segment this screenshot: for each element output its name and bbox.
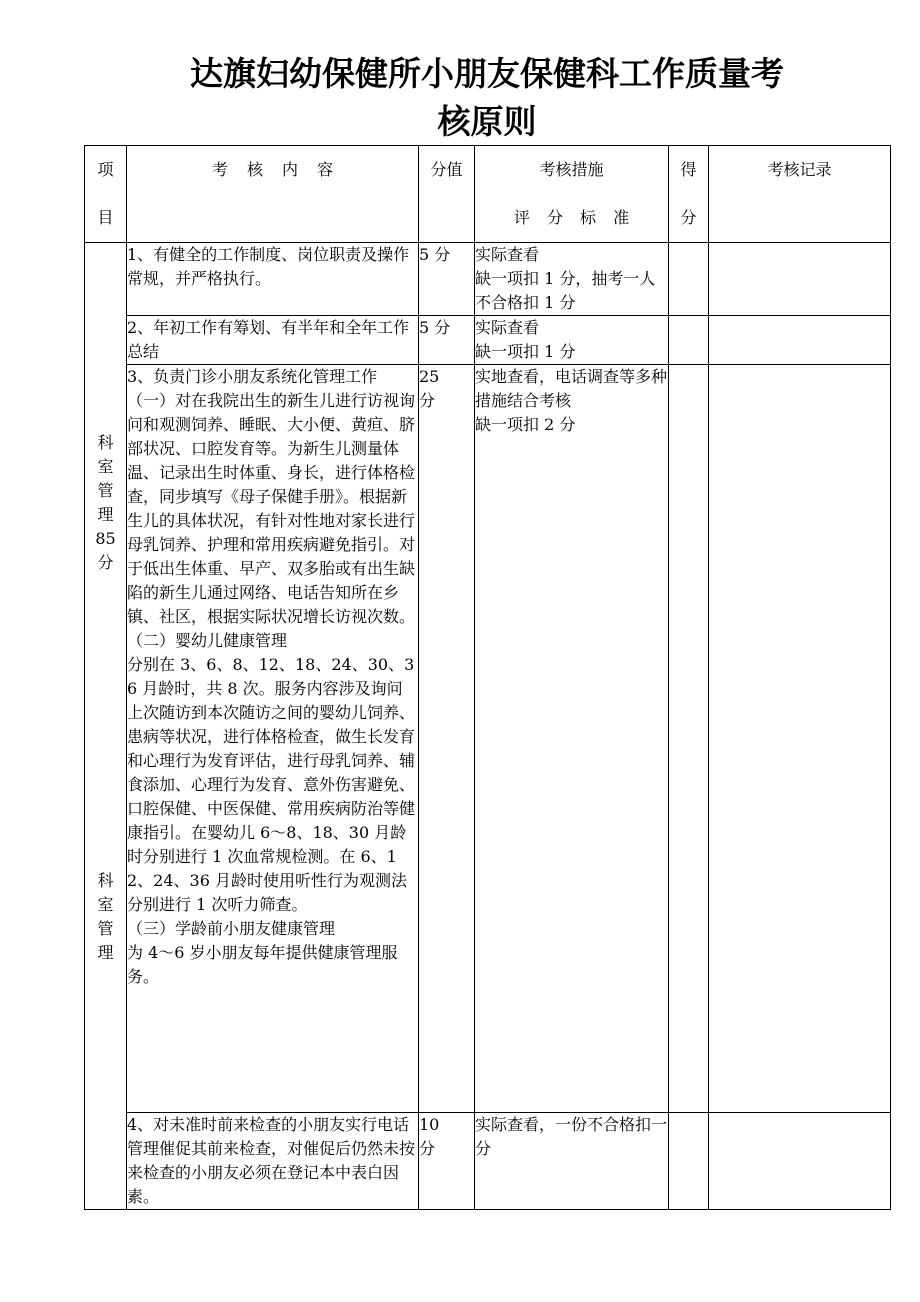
header-got [669,146,709,243]
assessment-table [84,145,891,1210]
header-content [127,146,419,243]
table-row [85,365,891,1113]
header-measure-top: 考核措施 [539,160,604,179]
row-2-got [669,316,709,365]
row-1-content: 1、有健全的工作制度、岗位职责及操作常规，并严格执行。 [127,243,419,316]
row-1-measure: 实际查看 缺一项扣 1 分，抽考一人不合格扣 1 分 [475,243,669,316]
table-row [85,243,891,316]
row-2-record [709,316,891,365]
table-row [85,316,891,365]
table-header-row [85,146,891,243]
document-title-line-2: 核原则 [437,102,537,141]
category-cell [85,243,127,1210]
document-title-line-1: 达旗妇幼保健所小朋友保健科工作质量考 [190,54,784,93]
header-record-label: 考核记录 [767,160,832,179]
header-score-label: 分值 [430,160,463,179]
header-record [709,146,891,243]
row-1-record [709,243,891,316]
category-label-2: 科 室 管 理 [97,871,114,962]
row-4-record [709,1113,891,1210]
header-measure [475,146,669,243]
row-4-got [669,1113,709,1210]
category-label-1: 科 室 管 理 85 分 [95,433,116,572]
header-score [419,146,475,243]
header-got-top: 得 [680,160,697,179]
row-3-got [669,365,709,1113]
row-1-got [669,243,709,316]
row-3-measure: 实地查看，电话调查等多种措施结合考核 缺一项扣 2 分 [475,365,669,1113]
row-4-content: 4、对未准时前来检查的小朋友实行电话管理催促其前来检查，对催促后仍然未按来检查的小朋友必须在登记本中表白因素。 [127,1113,419,1210]
header-item-bottom: 目 [97,208,114,227]
row-2-content: 2、年初工作有筹划、有半年和全年工作总结 [127,316,419,365]
row-3-score: 25 分 [419,365,475,1113]
row-2-score: 5 分 [419,316,475,365]
row-4-score: 10 分 [419,1113,475,1210]
row-3-content: 3、负责门诊小朋友系统化管理工作 （一）对在我院出生的新生儿进行访视询问和观测饲养、睡眠、大小便、黄疸、脐部状况、口腔发育等。为新生儿测量体温、记录出生时体重、身长，进行体格检查，同步填写《母子保健手册》。根据新生儿的具体状况，有针对性地对家长进行母乳饲养、护理和常用疾病避免指引。对于低出生体重、早产、双多胎或有出生缺陷的新生儿通过网络、电话告知所在乡镇、社区，根据实际状况增长访视次数。 （二）婴幼儿健康管理 分别在 3、6、8、12、18、24、30、36 月龄时，共 8 次。服务内容涉及询问上次随访到本次随访之间的婴幼儿饲养、患病等状况，进行体格检查，做生长发育和心理行为发育评估，进行母乳饲养、辅食添加、心理行为发育、意外伤害避免、口腔保健、中医保健、常用疾病防治等健康指引。在婴幼儿 6～8、18、30 月龄时分别进行 1 次血常规检测。在 6、12、24、36 月龄时使用听性行为观测法分别进行 1 次听力筛查。 （三）学龄前小朋友健康管理 为 4～6 岁小朋友每年提供健康管理服务。 [127,365,419,1113]
row-3-record [709,365,891,1113]
row-1-score: 5 分 [419,243,475,316]
header-got-bottom: 分 [680,208,697,227]
row-2-measure: 实际查看 缺一项扣 1 分 [475,316,669,365]
header-content-label: 考 核 内 容 [211,160,334,179]
header-item [85,146,127,243]
header-measure-bottom: 评 分 标 准 [513,208,630,227]
header-item-top: 项 [97,160,114,179]
table-row [85,1113,891,1210]
row-4-measure: 实际查看，一份不合格扣一分 [475,1113,669,1210]
